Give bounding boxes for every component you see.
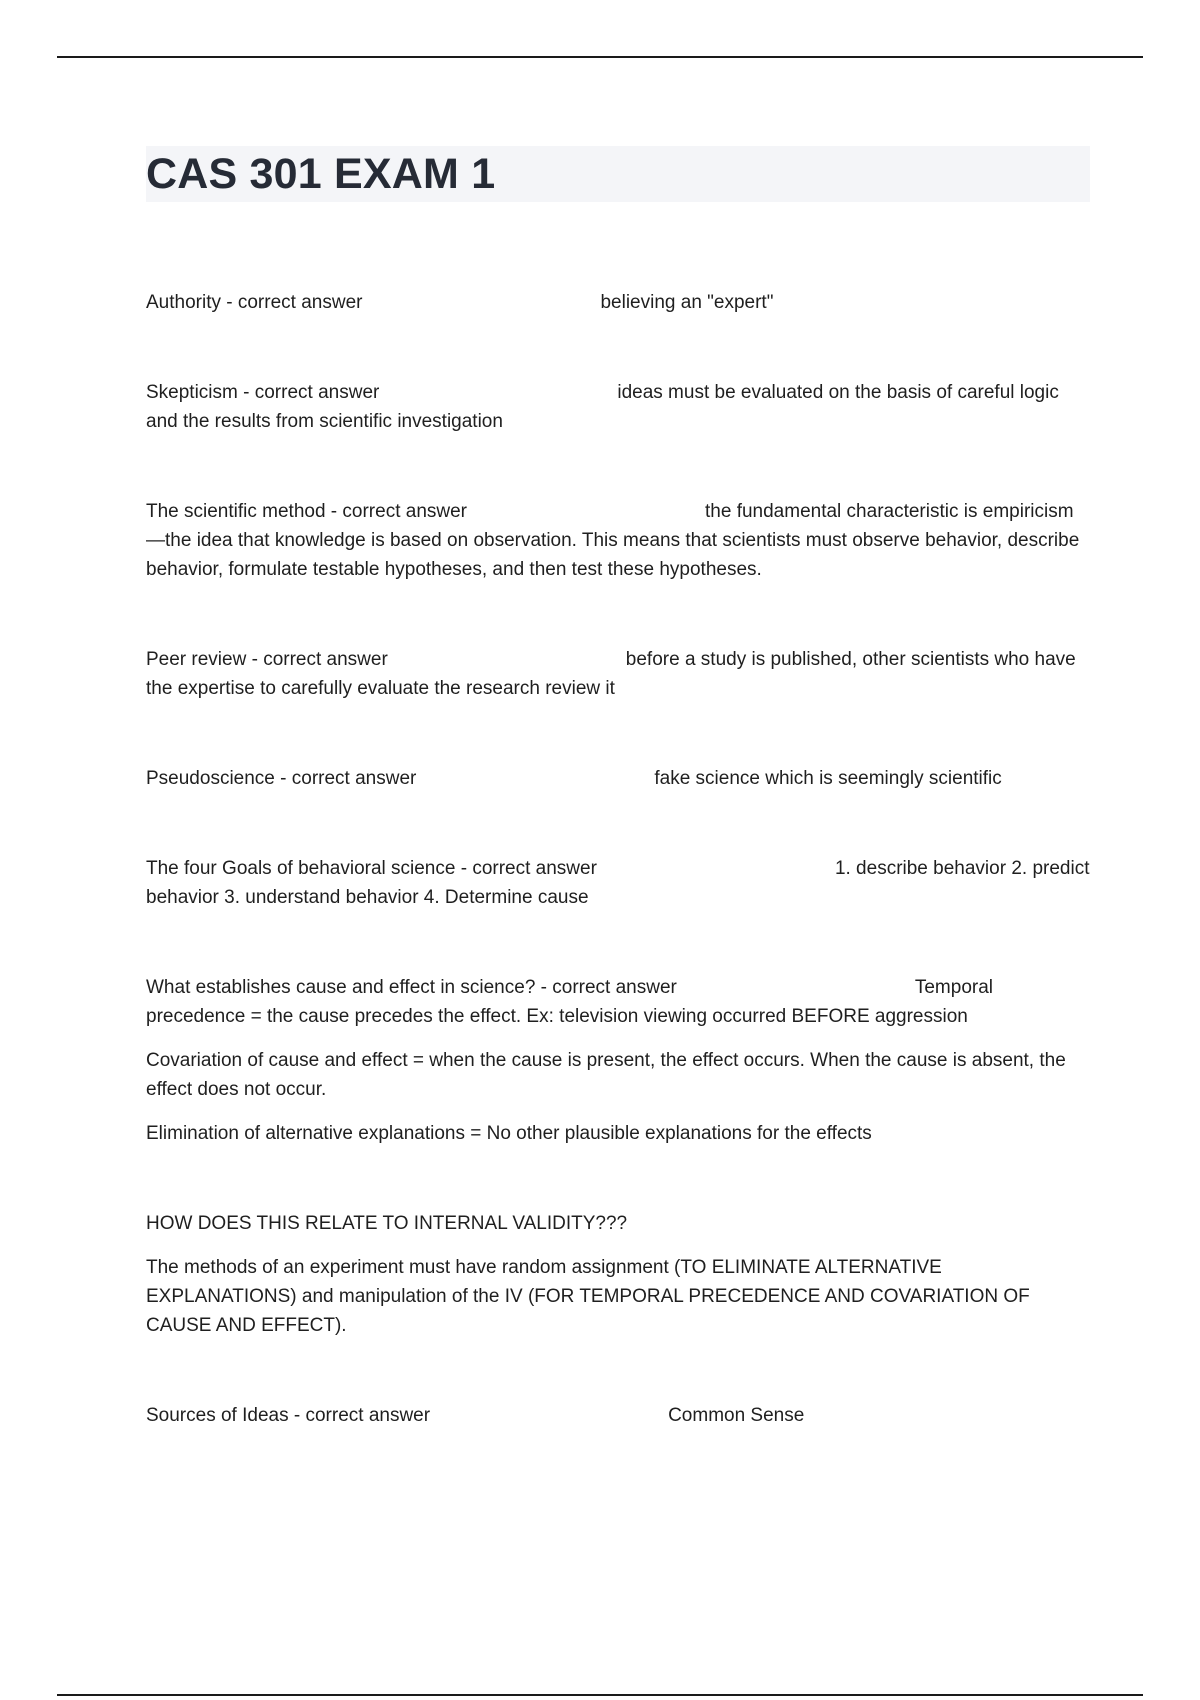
entry-answer: the fundamental characteristic is empiricism—the idea that knowledge is based on observation. This means that scientists must observe behavior, describe behavior, formulate testable hypotheses, and then test these hypotheses. xyxy=(146,501,1080,580)
entry-answer: 1. describe behavior 2. predict behavior 3. understand behavior 4. Determine cause xyxy=(146,858,1090,908)
entry-text xyxy=(146,378,1090,436)
entry-answer: fake science which is seemingly scientific xyxy=(654,768,1002,789)
entry-internal-validity xyxy=(146,1209,1090,1340)
entry-extra-paragraph: Elimination of alternative explanations = No other plausible explanations for the effects xyxy=(146,1123,872,1144)
entry-answer: Common Sense xyxy=(668,1405,805,1426)
entry-answer: Temporal precedence = the cause precedes the effect. Ex: television viewing occurred BEFORE aggression xyxy=(146,977,994,1027)
entry-term: The four Goals of behavioral science - correct answer xyxy=(146,858,597,879)
bottom-rule xyxy=(57,1694,1143,1696)
entry-term: Authority - correct answer xyxy=(146,292,363,313)
entry-text xyxy=(146,1401,1090,1430)
entry-four-goals xyxy=(146,854,1090,912)
entry-term: The scientific method - correct answer xyxy=(146,501,468,522)
entry-pseudoscience xyxy=(146,764,1090,793)
entry-text xyxy=(146,288,1090,317)
entry-term: Pseudoscience - correct answer xyxy=(146,768,417,789)
entry-skepticism xyxy=(146,378,1090,436)
entry-answer: ideas must be evaluated on the basis of careful logic and the results from scientific investigation xyxy=(146,382,1059,432)
entry-answer: believing an "expert" xyxy=(600,292,774,313)
entry-text xyxy=(146,764,1090,793)
entry-text xyxy=(146,645,1090,703)
entry-term: What establishes cause and effect in science? - correct answer xyxy=(146,977,677,998)
entry-answer: before a study is published, other scientists who have the expertise to carefully evaluate the research review it xyxy=(146,649,1076,699)
entry-text xyxy=(146,854,1090,912)
entry-extra-paragraph: Covariation of cause and effect = when the cause is present, the effect occurs. When the cause is absent, the effect does not occur. xyxy=(146,1050,1066,1100)
entry-peer-review xyxy=(146,645,1090,703)
entry-term: Peer review - correct answer xyxy=(146,649,388,670)
top-rule xyxy=(57,56,1143,58)
entry-cause-and-effect xyxy=(146,973,1090,1148)
entry-paragraph: The methods of an experiment must have random assignment (TO ELIMINATE ALTERNATIVE EXPLANATIONS) and manipulation of the IV (FOR TEMPORAL PRECEDENCE AND COVARIATION OF CAUSE AND EFFECT). xyxy=(146,1257,1030,1336)
document-title: CAS 301 EXAM 1 xyxy=(146,149,496,198)
entries-list xyxy=(146,288,1090,1430)
entry-authority xyxy=(146,288,1090,317)
document-body xyxy=(146,146,1090,1491)
entry-text xyxy=(146,497,1090,584)
entry-term: Skepticism - correct answer xyxy=(146,382,380,403)
title-band xyxy=(146,146,1090,202)
entry-term: Sources of Ideas - correct answer xyxy=(146,1405,431,1426)
entry-scientific-method xyxy=(146,497,1090,584)
entry-sources-of-ideas xyxy=(146,1401,1090,1430)
entry-text xyxy=(146,973,1090,1031)
entry-paragraph: HOW DOES THIS RELATE TO INTERNAL VALIDITY??? xyxy=(146,1213,628,1234)
